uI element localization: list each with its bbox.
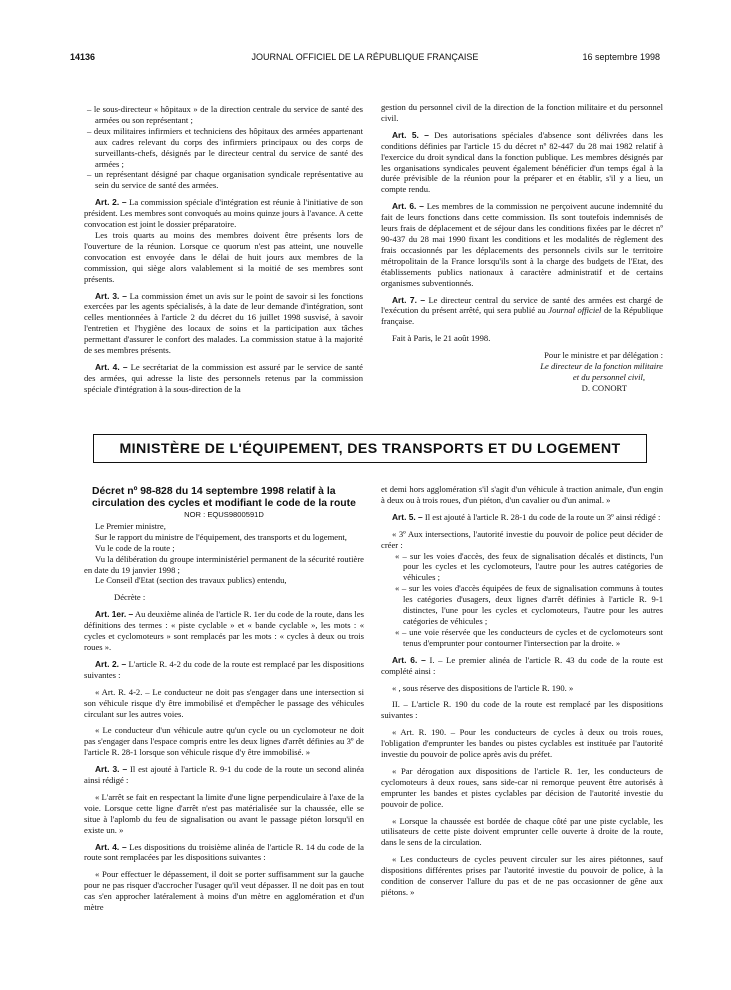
ministry-banner [93,434,647,463]
article-label: Art. 2. – [95,197,127,208]
decrete: Décrète : [114,592,146,603]
article-text: Les dispositions du troisième alinéa de l'article R. 14 du code de la route sont remplacées par les dispositions suivantes : [84,841,364,863]
article-label: Art. 1er. – [95,609,134,620]
article-label: Art. 2. – [95,658,127,669]
paragraph: et demi hors agglomération s'il s'agit d'un véhicule à traction animale, d'un engin à deux ou à trois roues, d'un piéton, d'un cavalier ou d'un animal. » [381,484,663,505]
article-text: de la République française. [381,305,664,327]
list-item: – un représentant désigné par chaque organisation syndicale représentative au sein du service de santé des armées. [87,169,363,191]
preamble-line: Vu la délibération du groupe interministériel permanent de la sécurité routière en date du 19 janvier 1998 ; [84,553,364,575]
nor-reference: NOR : EQUS9800591D [184,510,264,519]
page-number: 14136 [70,52,96,62]
quote: « Lorsque la chaussée est bordée de chaque côté par une piste cyclable, les utilisateurs de cette piste doivent emprunter celle ouverte à droite de la route, dans le sens de la circulation. [381,815,663,848]
quote: « Pour effectuer le dépassement, il doit se porter suffisamment sur la gauche pour ne pas risquer d'accrocher l'usager qu'il veut dépasser. Il ne doit pas en tout cas s'en approcher latéralement à moins d'un mètre en agglomération et d'un mètre [84,869,364,913]
article-label: Art. 4. – [95,841,127,852]
article-label: Art. 5. – [392,511,423,522]
bottom-right-column [381,484,663,898]
bottom-left-column [84,486,364,913]
quote: « 3º Aux intersections, l'autorité investie du pouvoir de police peut décider de créer : [381,528,663,550]
article-6 [381,655,663,677]
top-left-column [84,104,363,395]
article-text: Des autorisations spéciales d'absence sont délivrées dans les conditions définies par l'article 15 du décret nº 82-447 du 28 mai 1982 relatif à l'exercice du droit syndical dans la fonction publique. Les membres désignés par les organisations syndicales peuvent également bénéficier d'un temps égal à la durée prévisible de la réunion pour la préparer et en établir, s'il y a lieu, un compte rendu. [381,129,663,195]
article-7 [381,295,663,328]
fait-a-paris: Fait à Paris, le 21 août 1998. [392,333,491,344]
preamble-line: Vu le code de la route ; [95,542,175,553]
article-label: Art. 4. – [95,361,128,372]
list-item: « – sur les voies d'accès, des feux de signalisation décalés et distincts, l'un pour les cycles et les cyclomoteurs, l'autre pour les autres catégories de véhicules ; [395,550,663,583]
paragraph: II. – L'article R. 190 du code de la route est remplacé par les dispositions suivantes : [381,699,663,721]
article-5 [381,512,663,523]
article-3 [84,764,364,786]
preamble-line: Le Conseil d'Etat (section des travaux publics) entendu, [95,575,287,586]
article-label: Art. 5. – [392,129,429,140]
paragraph: gestion du personnel civil de la direction de la fonction militaire et du personnel civil. [381,102,663,123]
page-header [70,52,660,66]
journal-name: Journal officiel [548,305,602,316]
quote: « Les conducteurs de cycles peuvent circuler sur les aires piétonnes, sauf dispositions différentes prises par l'autorité investie du pouvoir de police, à la condition de conserver l'allure du pas et de ne pas occasionner de gêne aux piétons. » [381,854,663,897]
journal-title: JOURNAL OFFICIEL DE LA RÉPUBLIQUE FRANÇAISE [251,52,479,62]
article-5 [381,130,663,195]
article-text: L'article R. 4-2 du code de la route est remplacé par les dispositions suivantes : [84,658,364,680]
list-item: – deux militaires infirmiers et techniciens des hôpitaux des armées appartenant aux cadres relevant du corps des infirmiers principaux ou des corps de surveillants-chefs, désignés par le directeur central du service de santé des armées ; [87,125,363,169]
article-text: La commission émet un avis sur le point de savoir si les fonctions exercées par les agents spécialisés, à la date de leur demande d'intégration, sont celles mentionnées à l'article 2 du décret du 16 juillet 1998 susvisé, à savoir l'entretien et l'hygiène des locaux de soins et la participation aux tâches permettant d'assurer le confort des malades. La commission statue à la majorité de ses membres présents. [84,290,363,356]
quote: « Art. R. 4-2. – Le conducteur ne doit pas s'engager dans une intersection si son véhicule risque d'y être immobilisé et d'empêcher le passage des véhicules circulant sur les autres voies. [84,686,364,719]
quote: « Le conducteur d'un véhicule autre qu'un cycle ou un cyclomoteur ne doit pas s'engager dans l'espace compris entre les deux lignes d'arrêt définies au 3º de l'article R. 28-1 lorsque son véhicule risque d'y être immobilisé. » [84,725,364,758]
paragraph: Les trois quarts au moins des membres doivent être présents lors de l'ouverture de la réunion. Lorsque ce quorum n'est pas atteint, une nouvelle convocation est envoyée dans le délai de huit jours aux membres de la commission, qui siège alors valablement si la moitié de ses membres sont présents. [84,229,363,284]
article-2 [84,659,364,681]
signature-line: Pour le ministre et par délégation : [544,350,663,361]
article-text: Il est ajouté à l'article R. 9-1 du code de la route un second alinéa ainsi rédigé : [84,764,364,786]
article-4 [84,842,364,864]
article-label: Art. 3. – [95,764,128,775]
article-text: Il est ajouté à l'article R. 28-1 du code de la route un 3º ainsi rédigé : [424,511,661,522]
signatory-name: D. CONORT [581,382,627,393]
top-right-column [381,102,663,394]
list-item: « – une voie réservée que les conducteurs de cycles et de cyclomoteurs sont tenus d'emprunter pour contourner l'intersection par la droite. » [395,626,663,648]
article-1 [84,609,364,653]
quote: « Art. R. 190. – Pour les conducteurs de cycles à deux ou trois roues, l'obligation d'emprunter les bandes ou pistes cyclables est instituée par l'autorité investie du pouvoir de police après avis du préfet. [381,727,663,760]
article-4 [84,362,363,395]
article-2 [84,197,363,230]
publication-date: 16 septembre 1998 [582,52,660,62]
quote: « , sous réserve des dispositions de l'article R. 190. » [392,682,574,693]
article-label: Art. 7. – [392,294,426,305]
quote: « L'arrêt se fait en respectant la limite d'une ligne perpendiculaire à l'axe de la voie. Lorsque cette ligne d'arrêt n'est pas matérialisée sur la chaussée, elle se situe à l'aplomb du feu de signalisation ou avant le passage piéton lorsqu'il en existe un. » [84,791,364,835]
article-label: Art. 3. – [95,290,127,301]
list-item: – le sous-directeur « hôpitaux » de la direction centrale du service de santé des armées ou son représentant ; [87,104,363,125]
ministry-title: MINISTÈRE DE L'ÉQUIPEMENT, DES TRANSPORTS ET DU LOGEMENT [119,440,621,457]
article-text: Le secrétariat de la commission est assuré par le service de santé des armées, qui adresse la liste des personnels retenus par la commission spéciale d'intégration à la sous-direction de la [84,361,363,394]
preamble-line: Sur le rapport du ministre de l'équipement, des transports et du logement, [95,531,347,542]
article-text: Au deuxième alinéa de l'article R. 1er du code de la route, dans les définitions des termes : « piste cyclable » et « bande cyclable », les mots : « cycles et cyclomoteurs » sont remplacés par les mots : « cycles à deux ou trois roues ». [84,609,364,652]
article-text: La commission spéciale d'intégration est réunie à l'initiative de son président. Les membres sont convoqués au moins quinze jours à l'avance. A cette convocation est joint le dossier préparatoire. [84,197,363,230]
quote: « Par dérogation aux dispositions de l'article R. 1er, les conducteurs de cyclomoteurs à deux roues, sans side-car ni remorque peuvent être autorisés à emprunter les bandes et pistes cyclables par décision de l'autorité investie du pouvoir de police. [381,765,663,809]
article-label: Art. 6. – [392,654,426,665]
article-text: Les membres de la commission ne perçoivent aucune indemnité du fait de leurs fonctions dans cette commission. Ils sont toutefois indemnisés de leurs frais de déplacement et de séjour dans les conditions fixées par le décret nº 90-437 du 28 mai 1990 fixant les conditions et les modalités de règlement des frais occasionnés par les déplacements des personnels civils sur le territoire métropolitain de la France lorsqu'ils sont à la charge des budgets de l'Etat, des établissements publics nationaux à caractère administratif et de certains organismes subventionnés. [381,201,663,288]
list-item: « – sur les voies d'accès équipées de feux de signalisation communs à toutes les catégories d'usagers, deux lignes d'arrêt définies à l'article R. 9-1 distinctes, l'une pour les cycles et cyclomoteurs, l'autre pour les autres catégories de véhicules ; [395,583,663,626]
article-label: Art. 6. – [392,201,424,212]
preamble-line: Le Premier ministre, [95,520,166,531]
article-6 [381,201,663,288]
article-text: I. – Le premier alinéa de l'article R. 43 du code de la route est complété ainsi : [381,654,663,676]
signature-line: Le directeur de la fonction militaire [540,361,663,372]
decree-title: Décret nº 98-828 du 14 septembre 1998 relatif à la circulation des cycles et modifiant le code de la route [92,486,356,509]
article-3 [84,291,363,356]
article-text: Le directeur central du service de santé des armées est chargé de l'exécution du présent arrêté, qui sera publié au [381,294,663,316]
signature-line: et du personnel civil, [572,371,645,382]
